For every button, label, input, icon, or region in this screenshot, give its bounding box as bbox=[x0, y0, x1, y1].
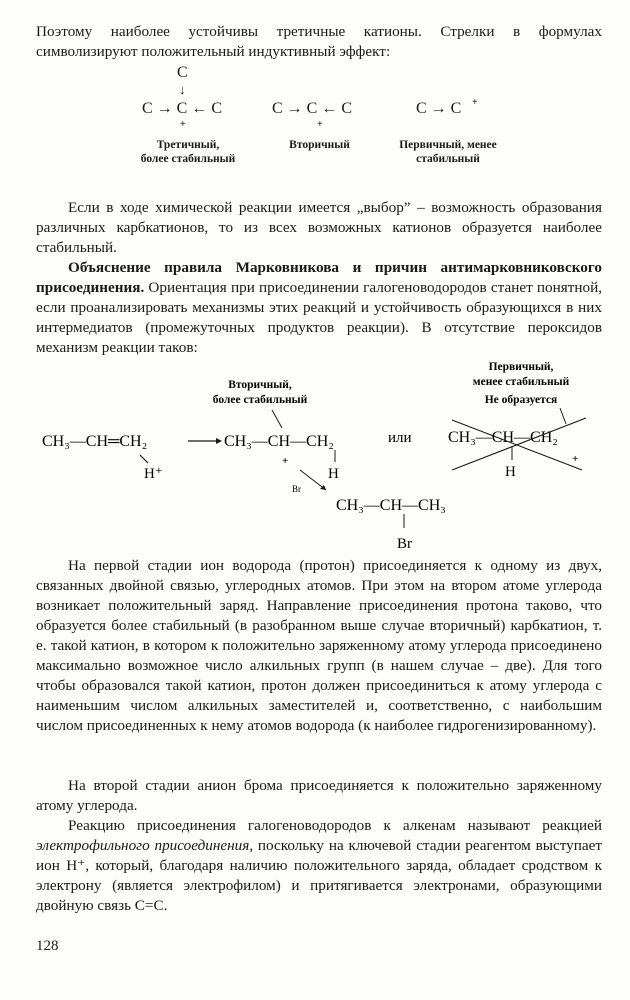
proton-label: H⁺ bbox=[144, 466, 163, 482]
primary-cation-label-1: Первичный, bbox=[488, 361, 554, 373]
secondary-cation: CH₃—CH—CH₂ bbox=[224, 433, 334, 450]
primary-cation-label-2: менее стабильный bbox=[472, 376, 570, 388]
primary-label: Первичный, менее стабильный bbox=[399, 139, 497, 165]
term-electrophilic-addition: электрофильного присоединения bbox=[36, 837, 250, 854]
paragraph-intro: Поэтому наиболее устойчивы третичные катионы. Стрелки в формулах символизируют положительный индуктивный эффект: bbox=[36, 23, 602, 60]
primary-chain: C → C bbox=[416, 100, 462, 117]
proton-arrow bbox=[140, 455, 148, 463]
secondary-chain: C → C ← C bbox=[272, 100, 353, 117]
product-formula: CH₃—CH—CH₃ bbox=[336, 497, 446, 514]
not-formed-label: Не образуется bbox=[484, 394, 558, 406]
primary-cation: CH₃—CH—CH₂ bbox=[448, 429, 558, 446]
primary-cation-plus: + bbox=[572, 453, 579, 465]
paragraph-electrophilic: Реакцию присоединения галогеноводородов к алкенам называют реакцией электрофильного присоединения, поскольку на ключевой стадии реагентом выступает ион H⁺, который, благодаря наличию положительного заряда, обладает сродством к электрону (является электрофилом) и притягивается электронами, образующими двойную связь C=C. bbox=[36, 817, 602, 914]
secondary-cation-label-2: более стабильный bbox=[212, 394, 308, 406]
not-formed-pointer bbox=[560, 408, 566, 424]
paragraph-choice: Если в ходе химической реакции имеется „выбор” – возможность образования различных карбкатионов, то из всех возможных катионов образуется наиболее стабильный. bbox=[36, 199, 602, 256]
secondary-cation-h: H bbox=[328, 466, 339, 482]
label-pointer bbox=[272, 410, 282, 428]
tertiary-chain: C → C ← C bbox=[142, 100, 223, 117]
primary-plus: + bbox=[472, 97, 478, 108]
tertiary-down-arrow: ↓ bbox=[179, 82, 186, 97]
propene-formula bbox=[42, 433, 147, 450]
paragraph-markovnikov: Объяснение правила Марковникова и причин антимарковниковского присоединения. Ориентация при присоединении галогеноводородов станет понятной, если проанализировать механизмы этих реакций и устойчивость образующихся в них интермедиатов (промежуточных продуктов реакции). В отсутствие пероксидов механизм реакции таков: bbox=[36, 259, 602, 356]
secondary-label: Вторичный bbox=[289, 139, 350, 151]
page-number: 128 bbox=[36, 938, 59, 954]
secondary-plus: + bbox=[317, 119, 323, 130]
section-heading: Объяснение правила Марковникова и причин антимарковниковского присоединения. bbox=[36, 259, 602, 296]
tertiary-top-carbon: C bbox=[177, 64, 188, 81]
reaction-arrowhead bbox=[216, 438, 222, 444]
paragraph-second-stage: На второй стадии анион брома присоединяется к положительно заряженному атому углерода. bbox=[36, 777, 602, 814]
paragraph-first-stage: На первой стадии ион водорода (протон) присоединяется к одному из двух, связанных двойной связью, углеродных атомов. При этом на втором атоме углерода возникает положительный заряд. Направление присоединения протона таково, что образуется более стабильный (в разобранном выше случае вторичный) карбкатион, т. е. такой катион, в котором к положительно заряженному атому углерода присоединено максимально возможное число алкильных групп (в нашем случае – две). Для того чтобы образовался такой катион, протон должен присоединиться к атому углерода с наименьшим числом алкильных заместителей и, соответственно, с наибольшим числом присоединенных к нему атомов водорода (к наиболее гидрогенизированному). bbox=[36, 557, 602, 734]
svg-text:CH₃—CH═CH₂: CH₃—CH═CH₂ bbox=[42, 433, 148, 450]
primary-cation-h: H bbox=[505, 464, 516, 480]
tertiary-plus: + bbox=[180, 119, 186, 130]
secondary-cation-plus: + bbox=[282, 455, 289, 467]
secondary-cation-label-1: Вторичный, bbox=[228, 379, 292, 391]
bromide-label: Br bbox=[292, 484, 301, 494]
product-br: Br bbox=[397, 536, 412, 552]
tertiary-label: Третичный, более стабильный bbox=[140, 139, 236, 165]
or-word: или bbox=[388, 430, 412, 446]
